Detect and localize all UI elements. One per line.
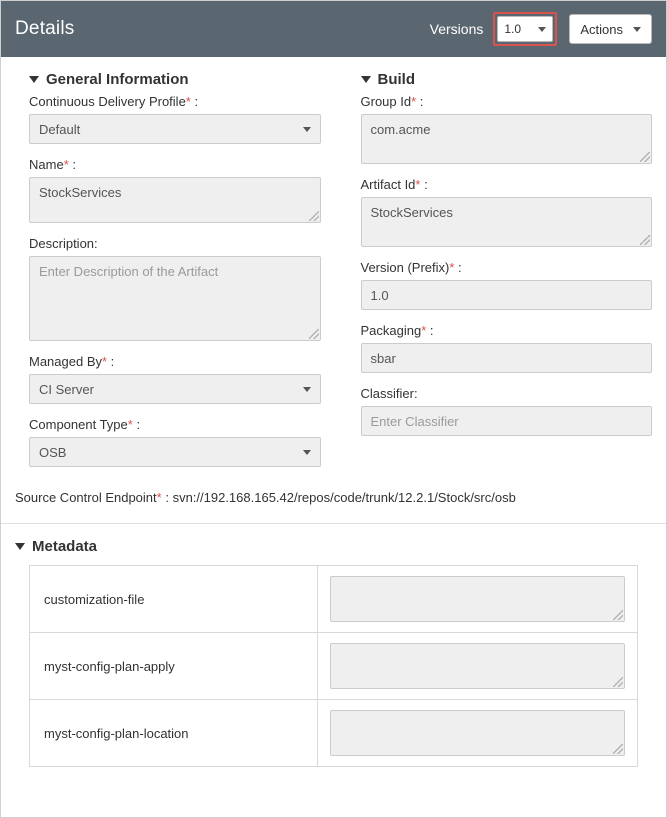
version-prefix-input[interactable]: [361, 280, 653, 310]
page-header: [1, 1, 666, 57]
build-header[interactable]: [361, 71, 653, 88]
required-asterisk: *: [415, 177, 421, 192]
metadata-value-cell: [318, 633, 637, 699]
field-packaging: [361, 323, 653, 373]
metadata-header[interactable]: [15, 538, 652, 555]
artifact-id-value: StockServices: [370, 205, 453, 220]
description-label: Description:: [29, 236, 98, 251]
continuous-delivery-profile-label: Continuous Delivery Profile* :: [29, 94, 199, 109]
required-asterisk: *: [102, 354, 108, 369]
name-input[interactable]: [29, 177, 321, 223]
required-asterisk: *: [127, 417, 133, 432]
resize-handle-icon[interactable]: [309, 211, 319, 221]
required-asterisk: *: [185, 94, 191, 109]
component-type-select[interactable]: [29, 437, 321, 467]
label-text: Artifact Id: [360, 177, 416, 192]
managed-by-value: CI Server: [39, 381, 94, 397]
component-type-value: OSB: [39, 444, 67, 460]
version-prefix-value: 1.0: [370, 287, 389, 303]
required-asterisk: *: [411, 94, 417, 109]
field-component-type: [29, 417, 321, 467]
field-managed-by: [29, 354, 321, 404]
resize-handle-icon[interactable]: [613, 677, 623, 687]
required-asterisk: *: [449, 260, 455, 275]
chevron-down-icon: [303, 450, 311, 455]
chevron-down-icon: [303, 127, 311, 132]
managed-by-select[interactable]: [29, 374, 321, 404]
label-text: Component Type: [29, 417, 128, 432]
field-classifier: [361, 386, 653, 436]
table-row: [30, 633, 637, 700]
label-text: Name: [29, 157, 64, 172]
resize-handle-icon[interactable]: [309, 329, 319, 339]
source-control-endpoint: Source Control Endpoint* : svn://192.168.165.42/repos/code/trunk/12.2.1/Stock/src/osb: [15, 490, 516, 505]
field-name: [29, 157, 321, 223]
metadata-key: myst-config-plan-apply: [30, 633, 318, 699]
field-version-prefix: [361, 260, 653, 310]
build-column: [361, 71, 653, 480]
source-control-endpoint-label: Source Control Endpoint: [15, 490, 157, 505]
actions-button-label: Actions: [580, 21, 623, 37]
managed-by-label: Managed By* :: [29, 354, 115, 369]
required-asterisk: *: [63, 157, 69, 172]
resize-handle-icon[interactable]: [613, 744, 623, 754]
classifier-label: Classifier:: [360, 386, 418, 401]
build-title: Build: [377, 71, 415, 88]
label-text: Version (Prefix): [360, 260, 450, 275]
table-row: [30, 566, 637, 633]
label-text: Managed By: [29, 354, 102, 369]
chevron-down-icon: [303, 387, 311, 392]
version-prefix-label: Version (Prefix)* :: [360, 260, 462, 275]
metadata-value-cell: [318, 566, 637, 632]
version-select-highlight: [493, 12, 557, 46]
chevron-down-icon: [538, 27, 546, 32]
resize-handle-icon[interactable]: [640, 152, 650, 162]
description-placeholder: Enter Description of the Artifact: [39, 264, 219, 279]
field-group-id: [361, 94, 653, 164]
component-type-label: Component Type* :: [29, 417, 141, 432]
label-text: Continuous Delivery Profile: [29, 94, 186, 109]
version-select-value: 1.0: [504, 22, 522, 36]
name-label: Name* :: [29, 157, 76, 172]
field-continuous-delivery-profile: [29, 94, 321, 144]
metadata-value-cell: [318, 700, 637, 766]
metadata-key: myst-config-plan-location: [30, 700, 318, 766]
group-id-label: Group Id* :: [360, 94, 424, 109]
resize-handle-icon[interactable]: [640, 235, 650, 245]
two-column-layout: [15, 71, 652, 480]
version-select[interactable]: [497, 16, 553, 42]
group-id-value: com.acme: [370, 122, 431, 137]
field-description: [29, 236, 321, 341]
continuous-delivery-profile-value: Default: [39, 121, 81, 137]
metadata-title: Metadata: [32, 538, 98, 555]
classifier-placeholder: Enter Classifier: [370, 413, 459, 429]
metadata-key: customization-file: [30, 566, 318, 632]
artifact-id-input[interactable]: [361, 197, 653, 247]
field-artifact-id: [361, 177, 653, 247]
general-information-title: General Information: [46, 71, 189, 88]
metadata-table: [29, 565, 638, 767]
versions-label: Versions: [429, 21, 484, 37]
metadata-value-input[interactable]: [330, 643, 625, 689]
packaging-input[interactable]: [361, 343, 653, 373]
required-asterisk: *: [421, 323, 427, 338]
table-row: [30, 700, 637, 767]
collapse-triangle-icon: [361, 76, 371, 83]
source-control-endpoint-value: svn://192.168.165.42/repos/code/trunk/12.2.1/Stock/src/osb: [172, 490, 516, 505]
metadata-value-input[interactable]: [330, 710, 625, 756]
label-text: Group Id: [360, 94, 412, 109]
resize-handle-icon[interactable]: [613, 610, 623, 620]
artifact-id-label: Artifact Id* :: [360, 177, 428, 192]
chevron-down-icon: [633, 27, 641, 32]
group-id-input[interactable]: [361, 114, 653, 164]
page-title: Details: [15, 18, 75, 39]
general-build-section: [1, 57, 666, 524]
classifier-input[interactable]: [361, 406, 653, 436]
description-input[interactable]: [29, 256, 321, 341]
packaging-value: sbar: [370, 350, 396, 366]
collapse-triangle-icon: [29, 76, 39, 83]
actions-button[interactable]: [569, 14, 652, 44]
metadata-section: [1, 524, 666, 767]
label-text: Packaging: [360, 323, 422, 338]
collapse-triangle-icon: [15, 543, 25, 550]
continuous-delivery-profile-select[interactable]: [29, 114, 321, 144]
general-information-column: [29, 71, 321, 480]
name-value: StockServices: [39, 185, 122, 200]
metadata-value-input[interactable]: [330, 576, 625, 622]
required-asterisk: *: [156, 490, 162, 505]
packaging-label: Packaging* :: [360, 323, 434, 338]
general-information-header[interactable]: [29, 71, 321, 88]
